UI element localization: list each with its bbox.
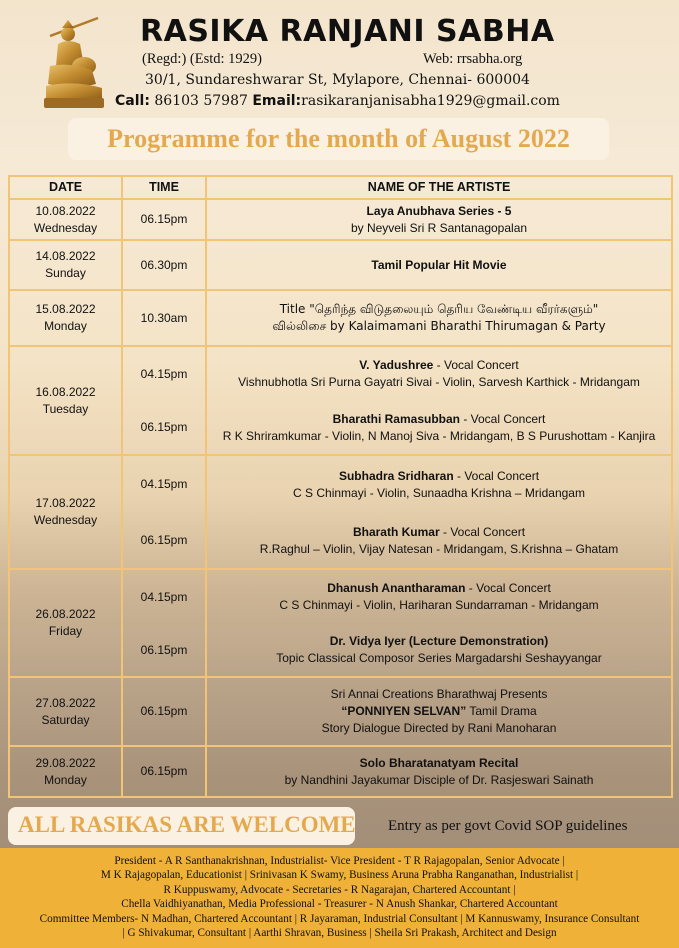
- date-text: 29.08.2022: [35, 755, 96, 770]
- registration-info: (Regd:) (Estd: 1929): [142, 51, 263, 67]
- event-title: Dr. Vidya Iyer (Lecture Demonstration): [329, 634, 549, 648]
- artist-name: Dhanush Anantharaman: [327, 581, 466, 595]
- address: 30/1, Sundareshwarar St, Mylapore, Chennai- 600004: [145, 72, 530, 88]
- artist-name: V. Yadushree: [359, 358, 434, 372]
- time-cell: 04.15pm: [122, 569, 206, 624]
- event-title: Title "தெரிந்த விடுதலையும் தெரிய வேண்டிய வீரர்களும்": [279, 302, 599, 316]
- accompanists: Vishnubhotla Sri Purna Gayatri Sivai - Violin, Sarvesh Karthick - Mridangam: [238, 375, 640, 389]
- table-row: [9, 677, 672, 746]
- date-text: 17.08.2022: [35, 496, 96, 510]
- concert-type: - Vocal Concert: [453, 468, 540, 483]
- presenter-line: Sri Annai Creations Bharathwaj Presents: [330, 687, 548, 701]
- date-cell: [9, 346, 122, 455]
- table-row: [9, 199, 672, 240]
- accompanists: C S Chinmayi - Violin, Sunaadha Krishna – Mridangam: [293, 485, 585, 500]
- phone-number[interactable]: 86103 57987: [154, 93, 248, 109]
- date-text: 26.08.2022: [35, 607, 96, 621]
- date-cell: [9, 746, 122, 797]
- concert-type: - Vocal Concert: [439, 524, 526, 539]
- time-cell: 06.30pm: [122, 240, 206, 290]
- artiste-cell: [206, 624, 672, 677]
- event-detail: Topic Classical Composor Series Margadarshi Seshayyangar: [276, 651, 602, 665]
- event-detail: by Nandhini Jayakumar Disciple of Dr. Rasjeswari Sainath: [284, 772, 594, 787]
- entry-note: Entry as per govt Covid SOP guidelines: [388, 818, 628, 834]
- date-cell: [9, 569, 122, 677]
- day-text: Sunday: [45, 266, 86, 280]
- table-row: [9, 240, 672, 290]
- date-text: 10.08.2022: [35, 203, 96, 218]
- table-row: [9, 569, 672, 624]
- time-cell: 06.15pm: [122, 401, 206, 455]
- date-cell: [9, 677, 122, 746]
- email-address[interactable]: rasikaranjanisabha1929@gmail.com: [301, 93, 560, 109]
- footer-line: R Kuppuswamy, Advocate - Secretaries - R Nagarajan, Chartered Accountant |: [163, 883, 516, 896]
- date-column-header: DATE: [9, 176, 122, 199]
- table-row: [9, 290, 672, 346]
- day-text: Friday: [48, 624, 83, 638]
- day-text: Tuesday: [42, 401, 89, 416]
- artiste-cell: [206, 346, 672, 401]
- accompanists: R.Raghul – Violin, Vijay Natesan - Mridangam, S.Krishna – Ghatam: [259, 541, 619, 556]
- artist-name: Bharathi Ramasubban: [332, 411, 460, 426]
- welcome-text: ALL RASIKAS ARE WELCOME: [18, 812, 356, 837]
- time-cell: 06.15pm: [122, 199, 206, 240]
- date-text: 27.08.2022: [35, 695, 96, 710]
- artiste-cell: [206, 455, 672, 513]
- artist-name: Bharath Kumar: [352, 524, 440, 539]
- artiste-cell: [206, 569, 672, 624]
- artiste-column-header: NAME OF THE ARTISTE: [206, 176, 672, 199]
- email-label: Email:: [252, 93, 302, 109]
- day-text: Wednesday: [33, 513, 98, 527]
- date-text: 14.08.2022: [35, 249, 96, 263]
- concert-type: - Vocal Concert: [465, 581, 551, 595]
- footer-line: M K Rajagopalan, Educationist | Srinivasan K Swamy, Business Aruna Prabha Ranganathan, Industrialist |: [100, 869, 579, 882]
- footer-line: Committee Members- N Madhan, Chartered Accountant | R Jayaraman, Industrial Consultant | M Kannuswamy, Insurance Consultant: [39, 912, 640, 925]
- date-cell: [9, 290, 122, 346]
- artist-name: Subhadra Sridharan: [338, 468, 454, 483]
- time-cell: 04.15pm: [122, 455, 206, 513]
- saraswati-statue-icon: [40, 14, 108, 112]
- event-title: Tamil Popular Hit Movie: [371, 257, 507, 272]
- date-cell: [9, 240, 122, 290]
- artiste-cell: [206, 401, 672, 455]
- concert-type: - Vocal Concert: [433, 358, 519, 372]
- day-text: Saturday: [41, 712, 90, 727]
- drama-title: “PONNIYEN SELVAN”: [341, 704, 467, 718]
- date-cell: [9, 455, 122, 569]
- contact-line: [115, 93, 560, 109]
- time-cell: 06.15pm: [122, 677, 206, 746]
- time-cell: 06.15pm: [122, 746, 206, 797]
- artiste-cell: [206, 746, 672, 797]
- website-link[interactable]: Web: rrsabha.org: [423, 51, 523, 67]
- schedule-table: [8, 175, 673, 798]
- artiste-cell: [206, 290, 672, 346]
- footer-line: President - A R Santhanakrishnan, Industrialist- Vice President - T R Rajagopalan, Senior Advocate |: [114, 855, 565, 867]
- time-cell: 04.15pm: [122, 346, 206, 401]
- time-cell: 10.30am: [122, 290, 206, 346]
- date-cell: [9, 199, 122, 240]
- footer-line: Chella Vaidhiyanathan, Media Professional - Treasurer - N Anush Shankar, Chartered Accountant: [121, 898, 558, 911]
- accompanists: C S Chinmayi - Violin, Hariharan Sundarraman - Mridangam: [279, 598, 599, 612]
- committee-footer: [0, 848, 679, 948]
- concert-type: - Vocal Concert: [459, 411, 546, 426]
- artiste-cell: [206, 199, 672, 240]
- table-row: [9, 746, 672, 797]
- call-label: Call:: [115, 93, 150, 109]
- time-cell: 06.15pm: [122, 624, 206, 677]
- date-text: 16.08.2022: [35, 384, 96, 399]
- artiste-cell: [206, 240, 672, 290]
- artiste-cell: [206, 513, 672, 569]
- time-column-header: TIME: [122, 176, 206, 199]
- table-row: [9, 455, 672, 513]
- event-detail: by Neyveli Sri R Santanagopalan: [350, 220, 528, 235]
- accompanists: R K Shriramkumar - Violin, N Manoj Siva - Mridangam, B S Purushottam - Kanjira: [222, 428, 656, 443]
- day-text: Monday: [44, 772, 87, 787]
- event-title: Solo Bharatanatyam Recital: [359, 755, 519, 770]
- drama-type: Tamil Drama: [466, 704, 537, 718]
- table-row: [9, 346, 672, 401]
- footer-line: | G Shivakumar, Consultant | Aarthi Shravan, Business | Sheila Sri Prakash, Architect and Design: [122, 927, 557, 940]
- event-detail: வில்லிசை by Kalaimamani Bharathi Thirumagan & Party: [272, 319, 606, 333]
- table-header-row: [9, 176, 672, 199]
- date-text: 15.08.2022: [35, 302, 96, 316]
- day-text: Monday: [44, 319, 87, 333]
- event-detail: Story Dialogue Directed by Rani Manoharan: [321, 721, 557, 735]
- programme-title-box: [68, 118, 609, 160]
- programme-title: Programme for the month of August 2022: [107, 124, 570, 153]
- sabha-name: RASIKA RANJANI SABHA: [140, 14, 555, 49]
- time-cell: 06.15pm: [122, 513, 206, 569]
- event-title: Laya Anubhava Series - 5: [366, 203, 512, 218]
- artiste-cell: [206, 677, 672, 746]
- day-text: Wednesday: [33, 220, 98, 235]
